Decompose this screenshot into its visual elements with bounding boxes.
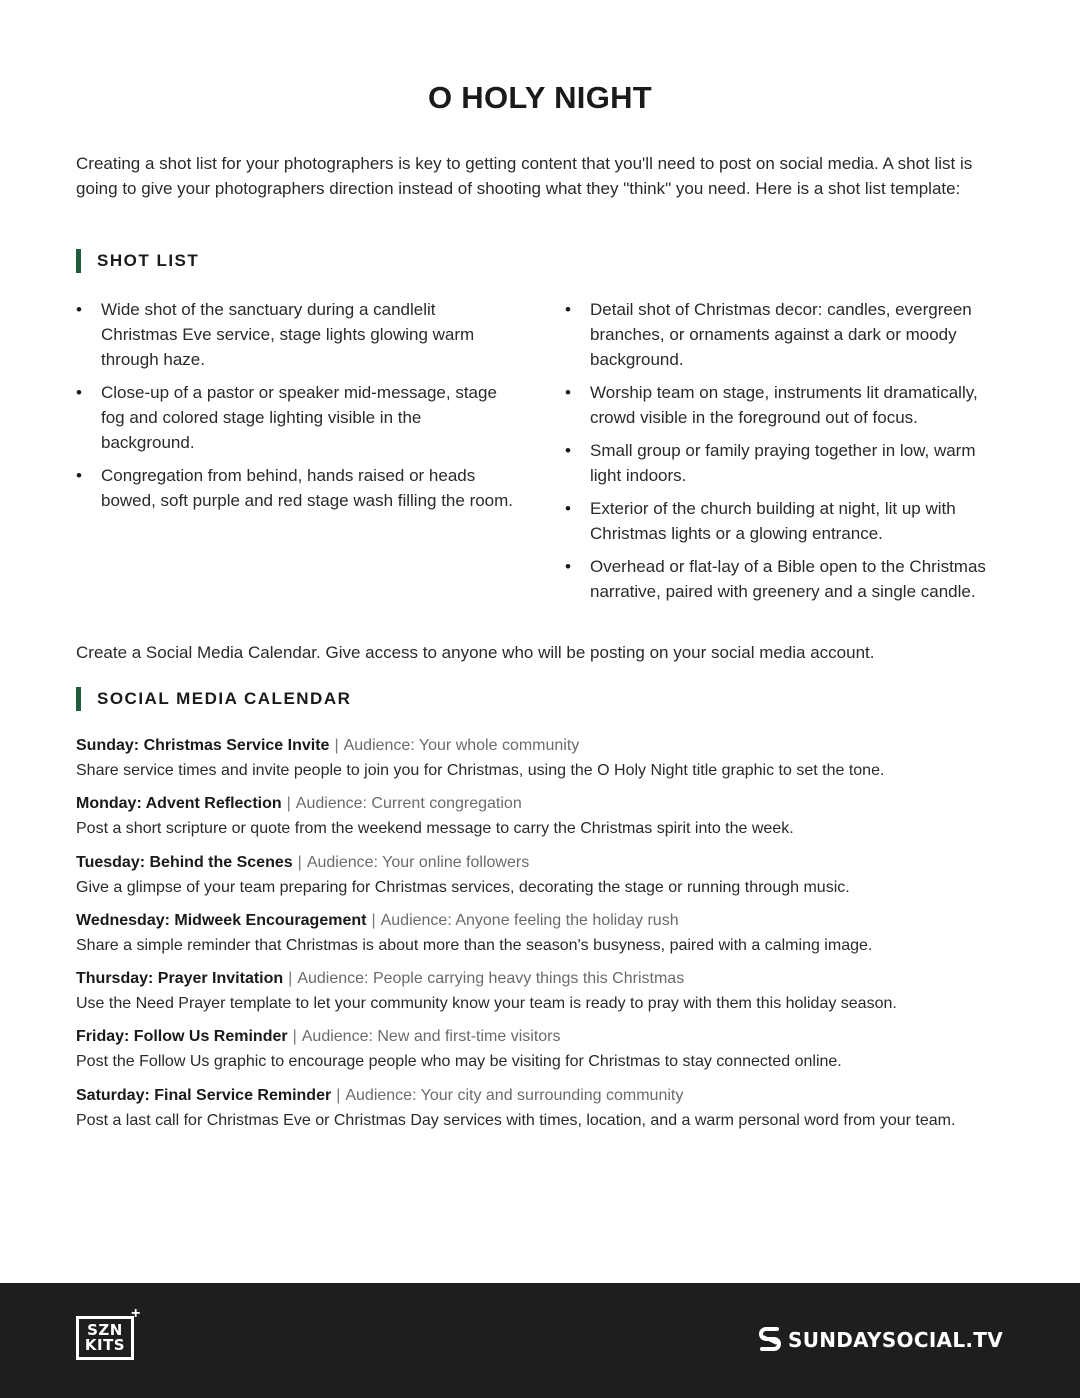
calendar-description: Share service times and invite people to join you for Christmas, using the O Holy Night title graphic to set the tone.	[76, 762, 885, 779]
calendar-entry-header	[76, 908, 1016, 933]
shot-list-left-column	[76, 297, 516, 521]
calendar-intro: Create a Social Media Calendar. Give access to anyone who will be posting on your social media account.	[76, 643, 875, 662]
page-title: O HOLY NIGHT	[427, 80, 653, 115]
calendar-entry	[76, 1083, 1016, 1141]
calendar-description: Post a last call for Christmas Eve or Christmas Day services with times, location, and a warm personal word from your team.	[76, 1111, 956, 1129]
shot-description: Overhead or flat-lay of a Bible open to the Christmas narrative, paired with greenery and a single candle.	[590, 557, 986, 601]
bullet-icon: •	[76, 383, 82, 402]
shot-description: Exterior of the church building at night, lit up with Christmas lights or a glowing entrance.	[590, 499, 956, 543]
calendar-day-title: Saturday: Final Service Reminder	[76, 1086, 332, 1104]
calendar-description: Share a simple reminder that Christmas is about more than the season's busyness, paired with a calming image.	[76, 936, 873, 954]
separator: |	[288, 970, 293, 988]
shot-description: Small group or family praying together in low, warm light indoors.	[590, 441, 976, 485]
calendar-entry-header	[76, 850, 1016, 875]
shot-list-item	[565, 496, 1005, 546]
calendar-entry	[76, 1024, 1016, 1082]
shot-list-heading	[76, 249, 199, 273]
separator: |	[371, 911, 376, 929]
shot-list-right-column	[565, 297, 1005, 612]
footer	[0, 1283, 1080, 1398]
bullet-icon: •	[565, 383, 571, 402]
calendar-audience: Audience: Your city and surrounding community	[345, 1086, 684, 1104]
shot-description: Detail shot of Christmas decor: candles, evergreen branches, or ornaments against a dark or moody background.	[590, 300, 972, 369]
separator: |	[297, 853, 302, 871]
calendar-entry	[76, 733, 1016, 791]
calendar-entry-header	[76, 733, 1016, 758]
bullet-icon: •	[76, 466, 82, 485]
calendar-day-title: Sunday: Christmas Service Invite	[76, 737, 330, 754]
calendar-description: Post the Follow Us graphic to encourage people who may be visiting for Christmas to stay connected online.	[76, 1053, 842, 1071]
calendar-audience: Audience: Current congregation	[295, 795, 522, 813]
calendar-entry	[76, 966, 1016, 1024]
intro-paragraph: Creating a shot list for your photographers is key to getting content that you'll need to post on social media. A shot list is going to give your photographers direction instead of shooting what they "think" you need. Here is a shot list template:	[76, 154, 973, 198]
bullet-icon: •	[76, 300, 82, 319]
calendar-entry-header	[76, 1083, 1016, 1108]
calendar-description: Use the Need Prayer template to let your community know your team is ready to pray with them this holiday season.	[76, 995, 897, 1013]
shot-list-item	[565, 438, 1005, 488]
calendar-day-title: Wednesday: Midweek Encouragement	[76, 911, 367, 929]
plus-icon: +	[131, 1305, 141, 1322]
calendar-audience: Audience: People carrying heavy things this Christmas	[297, 970, 685, 988]
calendar-day-title: Monday: Advent Reflection	[76, 795, 282, 813]
calendar-description: Post a short scripture or quote from the weekend message to carry the Christmas spirit into the week.	[76, 820, 794, 838]
social-media-calendar	[76, 733, 1016, 1141]
calendar-entry	[76, 850, 1016, 908]
shot-list-item	[565, 297, 1005, 372]
calendar-audience: Audience: Your online followers	[306, 853, 530, 871]
bullet-icon: •	[565, 300, 571, 319]
bullet-icon: •	[565, 557, 571, 576]
shot-description: Congregation from behind, hands raised or heads bowed, soft purple and red stage wash filling the room.	[101, 466, 514, 510]
calendar-audience: Audience: New and first-time visitors	[301, 1028, 561, 1046]
calendar-heading	[76, 687, 351, 711]
calendar-entry	[76, 908, 1016, 966]
shot-list-item	[76, 297, 516, 372]
shot-list-item	[565, 554, 1005, 604]
shot-list-item	[76, 463, 516, 513]
section-accent-bar	[76, 687, 81, 711]
calendar-entry-header	[76, 791, 1016, 816]
logo-box	[76, 1316, 134, 1360]
bullet-icon: •	[565, 441, 571, 460]
shot-description: Worship team on stage, instruments lit dramatically, crowd visible in the foreground out of focus.	[590, 383, 978, 427]
shot-list-item	[565, 380, 1005, 430]
section-accent-bar	[76, 249, 81, 273]
separator: |	[336, 1086, 341, 1104]
calendar-entry-header	[76, 966, 1016, 991]
calendar-day-title: Thursday: Prayer Invitation	[76, 970, 284, 988]
separator: |	[286, 795, 291, 813]
calendar-audience: Audience: Anyone feeling the holiday rush	[380, 911, 679, 929]
szn-kits-logo	[76, 1305, 142, 1370]
calendar-day-title: Friday: Follow Us Reminder	[76, 1028, 288, 1046]
section-title: SHOT LIST	[97, 251, 200, 270]
shot-description: Close-up of a pastor or speaker mid-message, stage fog and colored stage lighting visible in the background.	[101, 383, 497, 452]
logo-line-2: KITS	[84, 1336, 126, 1354]
sundaysocial-logo	[757, 1324, 1003, 1356]
calendar-entry	[76, 791, 1016, 849]
calendar-description: Give a glimpse of your team preparing for Christmas services, decorating the stage or running through music.	[76, 878, 850, 896]
calendar-audience: Audience: Your whole community	[343, 737, 580, 754]
s-mark-icon	[757, 1324, 783, 1356]
shot-description: Wide shot of the sanctuary during a candlelit Christmas Eve service, stage lights glowing warm through haze.	[101, 300, 475, 369]
bullet-icon: •	[565, 499, 571, 518]
shot-list-item	[76, 380, 516, 455]
separator: |	[334, 737, 339, 754]
calendar-entry-header	[76, 1024, 1016, 1049]
separator: |	[292, 1028, 297, 1046]
logo-line-1: SZN	[87, 1321, 123, 1339]
calendar-day-title: Tuesday: Behind the Scenes	[76, 853, 293, 871]
brand-text: SUNDAYSOCIAL.TV	[788, 1328, 1003, 1352]
section-title: SOCIAL MEDIA CALENDAR	[97, 689, 352, 708]
